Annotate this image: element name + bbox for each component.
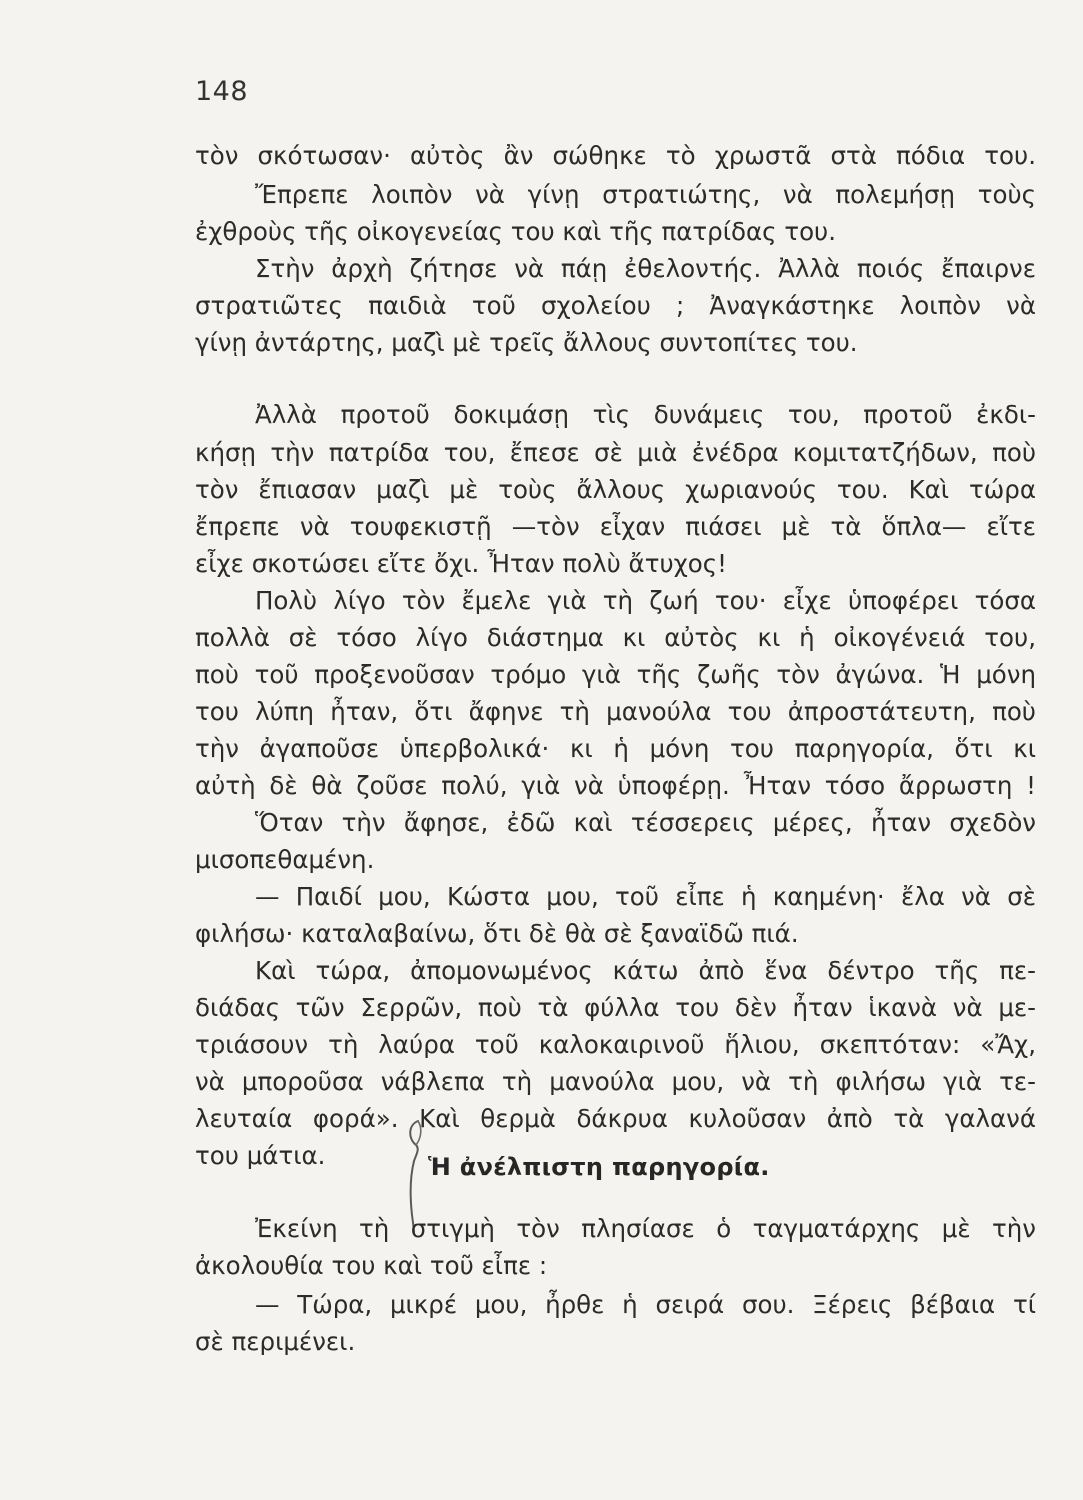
text-line: Ἔπρεπε λοιπὸν νὰ γίνῃ στρατιώτης, νὰ πολεμήσῃ τοὺς [255,180,1036,209]
text-line: ἐχθροὺς τῆς οἰκογενείας του καὶ τῆς πατρίδας του. [195,217,837,246]
text-line: νὰ μποροῦσα νάβλεπα τὴ μανούλα μου, νὰ τὴ φιλήσω γιὰ τε- [195,1067,1036,1096]
text-line: τὸν ἔπιασαν μαζὶ μὲ τοὺς ἄλλους χωριανούς του. Καὶ τώρα [195,475,1036,504]
text-line: του λύπη ἦταν, ὅτι ἄφηνε τὴ μανούλα του ἀπροστάτευτη, ποὺ [195,697,1036,726]
text-line: Ὅταν τὴν ἄφησε, ἐδῶ καὶ τέσσερεις μέρες, ἦταν σχεδὸν [255,808,1036,837]
text-line: ἀκολουθία του καὶ τοῦ εἶπε : [195,1251,548,1280]
text-line: Στὴν ἀρχὴ ζήτησε νὰ πάῃ ἐθελοντής. Ἀλλὰ ποιός ἔπαιρνε [255,254,1036,283]
text-line: Ἐκείνη τὴ στιγμὴ τὸν πλησίασε ὁ ταγματάρχης μὲ τὴν [255,1214,1036,1243]
text-line: φιλήσω· καταλαβαίνω, ὅτι δὲ θὰ σὲ ξαναϊδῶ πιά. [195,919,799,948]
text-line: Πολὺ λίγο τὸν ἔμελε γιὰ τὴ ζωή του· εἶχε ὑποφέρει τόσα [255,586,1036,615]
text-line: ποὺ τοῦ προξενοῦσαν τρόμο γιὰ τῆς ζωῆς τὸν ἀγώνα. Ἡ μόνη [195,660,1036,689]
text-line: τὴν ἀγαποῦσε ὑπερβολικά· κι ἡ μόνη του παρηγορία, ὅτι κι [195,734,1036,763]
text-line: τὸν σκότωσαν· αὐτὸς ἂν σώθηκε τὸ χρωστᾶ στὰ πόδια του. [195,141,1036,170]
text-line: — Τώρα, μικρέ μου, ἦρθε ἡ σειρά σου. Ξέρεις βέβαια τί [255,1290,1036,1319]
text-line: σὲ περιμένει. [195,1327,356,1356]
text-line: του μάτια. [195,1141,326,1170]
text-line: — Παιδί μου, Κώστα μου, τοῦ εἶπε ἡ καημένη· ἔλα νὰ σὲ [255,882,1036,911]
section-heading: Ἡ ἀνέλπιστη παρηγορία. [428,1153,770,1181]
text-line: Καὶ τώρα, ἀπομονωμένος κάτω ἀπὸ ἕνα δέντρο τῆς πε- [255,956,1036,985]
text-line: ἔπρεπε νὰ τουφεκιστῇ —τὸν εἶχαν πιάσει μὲ τὰ ὅπλα— εἴτε [195,512,1036,541]
text-line: αὐτὴ δὲ θὰ ζοῦσε πολύ, γιὰ νὰ ὑποφέρῃ. Ἦταν τόσο ἄρρωστη ! [195,771,1036,800]
text-line: γίνῃ ἀντάρτης, μαζὶ μὲ τρεῖς ἄλλους συντοπίτες του. [195,328,858,357]
text-line: στρατιῶτες παιδιὰ τοῦ σχολείου ; Ἀναγκάστηκε λοιπὸν νὰ [195,291,1036,320]
text-line: τριάσουν τὴ λαύρα τοῦ καλοκαιρινοῦ ἥλιου, σκεπτόταν: «Ἄχ, [195,1030,1036,1059]
text-line: μισοπεθαμένη. [195,845,375,874]
text-line: Ἀλλὰ προτοῦ δοκιμάσῃ τὶς δυνάμεις του, προτοῦ ἐκδι- [255,400,1036,429]
text-line: κήσῃ τὴν πατρίδα του, ἔπεσε σὲ μιὰ ἐνέδρα κομιτατζήδων, ποὺ [195,438,1036,467]
page-number: 148 [195,76,249,107]
text-line: διάδας τῶν Σερρῶν, ποὺ τὰ φύλλα του δὲν ἦταν ἱκανὰ νὰ με- [195,993,1036,1022]
text-line: εἶχε σκοτώσει εἴτε ὄχι. Ἦταν πολὺ ἄτυχος! [195,549,727,578]
text-line: πολλὰ σὲ τόσο λίγο διάστημα κι αὐτὸς κι ἡ οἰκογένειά του, [195,623,1036,652]
text-line: λευταία φορά». Καὶ θερμὰ δάκρυα κυλοῦσαν ἀπὸ τὰ γαλανά [195,1104,1036,1133]
